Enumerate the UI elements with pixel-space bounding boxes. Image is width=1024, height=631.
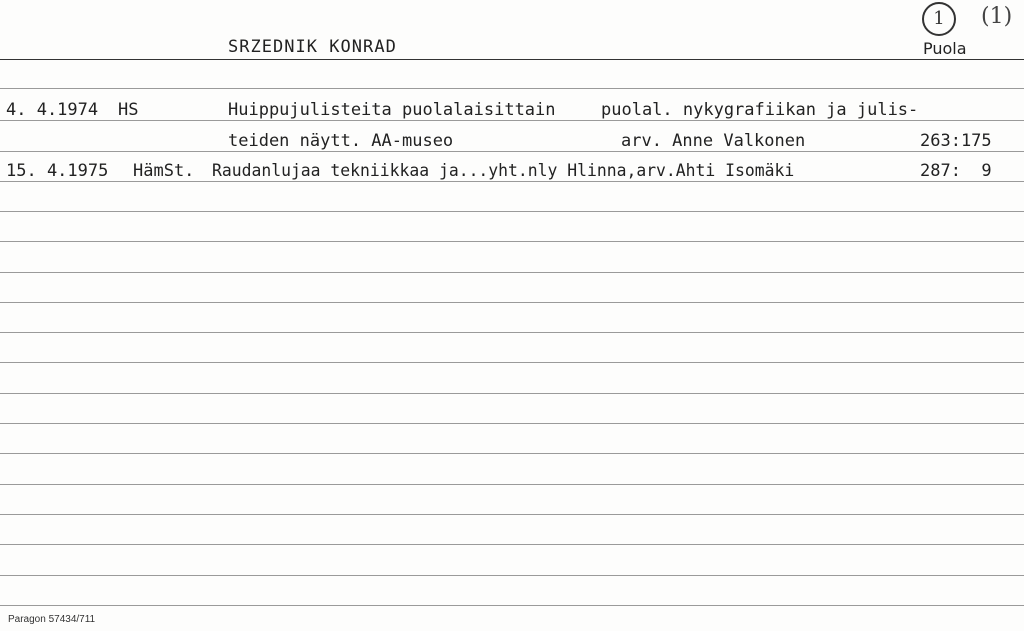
ruled-line <box>0 88 1024 89</box>
ruled-line <box>0 514 1024 515</box>
ruled-line <box>0 272 1024 273</box>
ruled-line <box>0 575 1024 576</box>
card-print-code: Paragon 57434/711 <box>8 614 96 625</box>
header-name: SRZEDNIK KONRAD <box>228 37 397 57</box>
handwritten-number: (1) <box>981 4 1013 29</box>
ruled-line <box>0 362 1024 363</box>
entry-reference: 287: 9 <box>920 161 992 181</box>
ruled-line <box>0 211 1024 212</box>
entry-description-continued: arv. Anne Valkonen <box>621 131 806 151</box>
entry-title: Huippujulisteita puolalaisittain <box>228 100 556 120</box>
entry-date: 4. 4.1974 <box>6 100 99 120</box>
entry-date: 15. 4.1975 <box>6 161 109 181</box>
entry-reference: 263:175 <box>920 131 992 151</box>
ruled-line <box>0 120 1024 121</box>
entry-description: puolal. nykygrafiikan ja julis- <box>601 100 919 120</box>
ruled-line <box>0 453 1024 454</box>
ruled-line <box>0 151 1024 152</box>
ruled-line <box>0 181 1024 182</box>
ruled-line <box>0 302 1024 303</box>
ruled-line <box>0 423 1024 424</box>
circled-number: 1 <box>922 2 956 36</box>
ruled-line <box>0 605 1024 606</box>
entry-title-continued: teiden näytt. AA-museo <box>228 131 454 151</box>
ruled-line <box>0 332 1024 333</box>
ruled-line <box>0 544 1024 545</box>
ruled-line <box>0 484 1024 485</box>
header-country: Puola <box>923 39 967 58</box>
entry-source: HS <box>118 100 139 120</box>
ruled-line <box>0 241 1024 242</box>
entry-text: Raudanlujaa tekniikkaa ja...yht.nly Hlinna,arv.Ahti Isomäki <box>212 161 795 180</box>
header-rule <box>0 59 1024 60</box>
ruled-line <box>0 393 1024 394</box>
entry-source: HämSt. <box>133 161 195 181</box>
